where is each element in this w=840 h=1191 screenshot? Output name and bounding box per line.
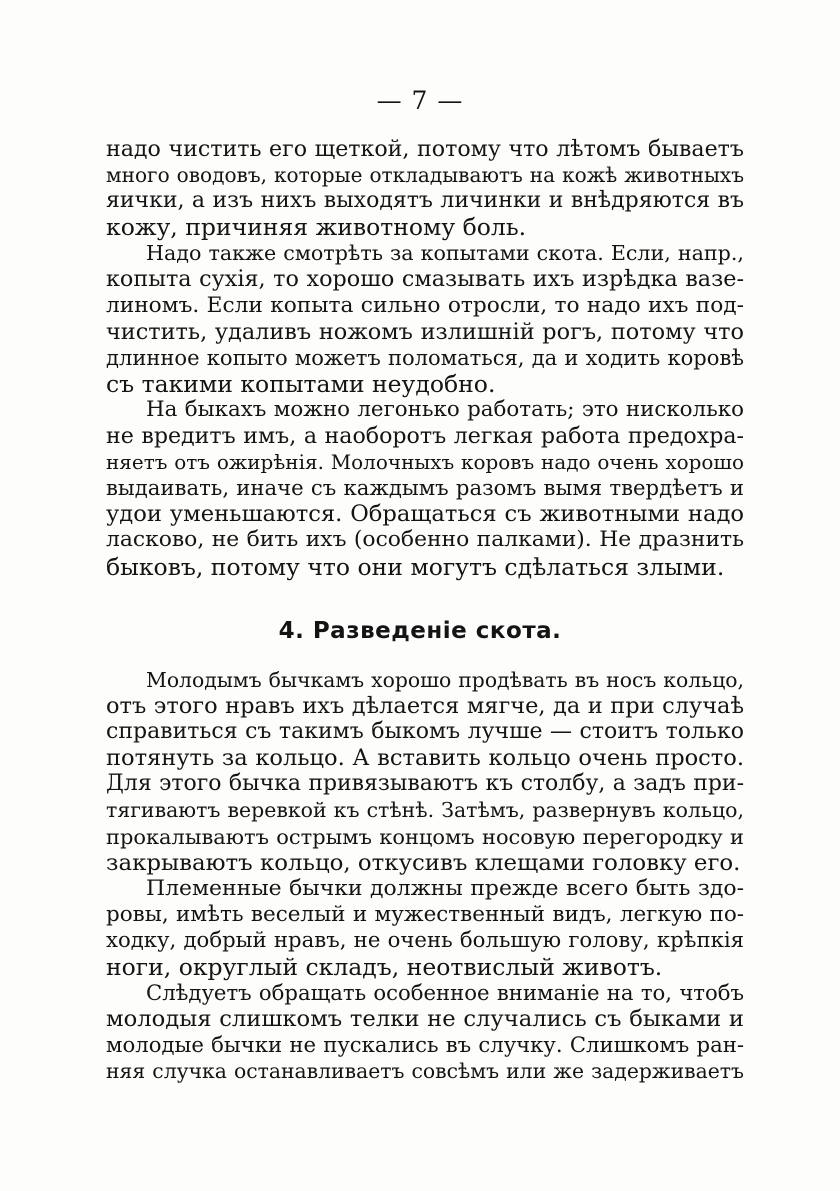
text-line: Слѣдуетъ обращать особенное вниманіе на то, чтобъ [146, 980, 744, 1006]
text-line: не вредитъ имъ, а наоборотъ легкая работа предохра- [106, 423, 744, 450]
text-line: быковъ, потому что они могутъ сдѣлаться злыми. [106, 552, 725, 581]
text-line: тягиваютъ веревкой къ стѣнѣ. Затѣмъ, развернувъ кольцо, [106, 798, 744, 823]
text-line: няя случка останавливаетъ совсѣмъ или же задерживаетъ [106, 1059, 744, 1084]
text-line: отъ этого нравъ ихъ дѣлается мягче, да и при случаѣ [106, 693, 744, 720]
text-line: ходку, добрый нравъ, не очень большую голову, крѣпкія [106, 927, 744, 953]
text-line: длинное копыто можетъ поломаться, да и ходить коровѣ [106, 344, 744, 370]
text-line: линомъ. Если копыта сильно отросли, то надо ихъ под- [106, 292, 744, 318]
text-line: копыта сухія, то хорошо смазывать ихъ изрѣдка вазе- [106, 266, 744, 293]
text-line: удои уменьшаются. Обращаться съ животными надо [106, 501, 744, 528]
text-line: ласково, не бить ихъ (особенно палками). Не дразнить [106, 527, 744, 553]
text-line: Надо также смотрѣть за копытами скота. Если, напр., [146, 241, 744, 266]
text-line: Племенные бычки должны прежде всего быть здо- [146, 875, 744, 901]
text-block-breeding [106, 667, 744, 1085]
text-line: яички, а изъ нихъ выходятъ личинки и внѣдряются въ [106, 188, 744, 214]
text-line: молодые бычки не пускались въ случку. Слишкомъ ран- [106, 1032, 744, 1058]
text-line: На быкахъ можно легонько работать; это нисколько [146, 396, 744, 422]
text-line: ровы, имѣть веселый и мужественный видъ, легкую по- [106, 901, 744, 927]
text-line: молодыя слишкомъ телки не случались съ быками и [106, 1006, 744, 1033]
section-heading: 4. Разведеніе скота. [278, 618, 562, 644]
page-number: — 7 — [376, 86, 464, 115]
text-line: много оводовъ, которые откладываютъ на кожѣ животныхъ [106, 163, 744, 188]
text-line: съ такими копытами неудобно. [106, 369, 496, 398]
text-line: выдаивать, иначе съ каждымъ разомъ вымя твердѣетъ и [106, 475, 744, 501]
text-line: няетъ отъ ожирѣнія. Молочныхъ коровъ надо очень хорошо [106, 450, 744, 475]
text-line: закрываютъ кольцо, откусивъ клещами головку его. [106, 849, 741, 876]
text-line: справиться съ такимъ быкомъ лучше — стоитъ только [106, 719, 744, 745]
text-block-care [106, 136, 744, 580]
text-line: потянуть за кольцо. А вставить кольцо очень просто. [106, 745, 744, 772]
text-line: прокалываютъ острымъ концомъ носовую перегородку и [106, 824, 744, 849]
text-line: ноги, округлый складъ, неотвислый животъ. [106, 953, 663, 982]
text-line: кожу, причиняя животному боль. [106, 213, 527, 242]
text-line: чистить, удаливъ ножомъ излишній рогъ, потому что [106, 318, 744, 345]
text-line: Для этого бычка привязываютъ къ столбу, а задъ при- [106, 771, 744, 797]
text-line: Молодымъ бычкамъ хорошо продѣвать въ носъ кольцо, [146, 668, 744, 692]
text-line: надо чистить его щеткой, потому что лѣтомъ бываетъ [106, 136, 744, 162]
